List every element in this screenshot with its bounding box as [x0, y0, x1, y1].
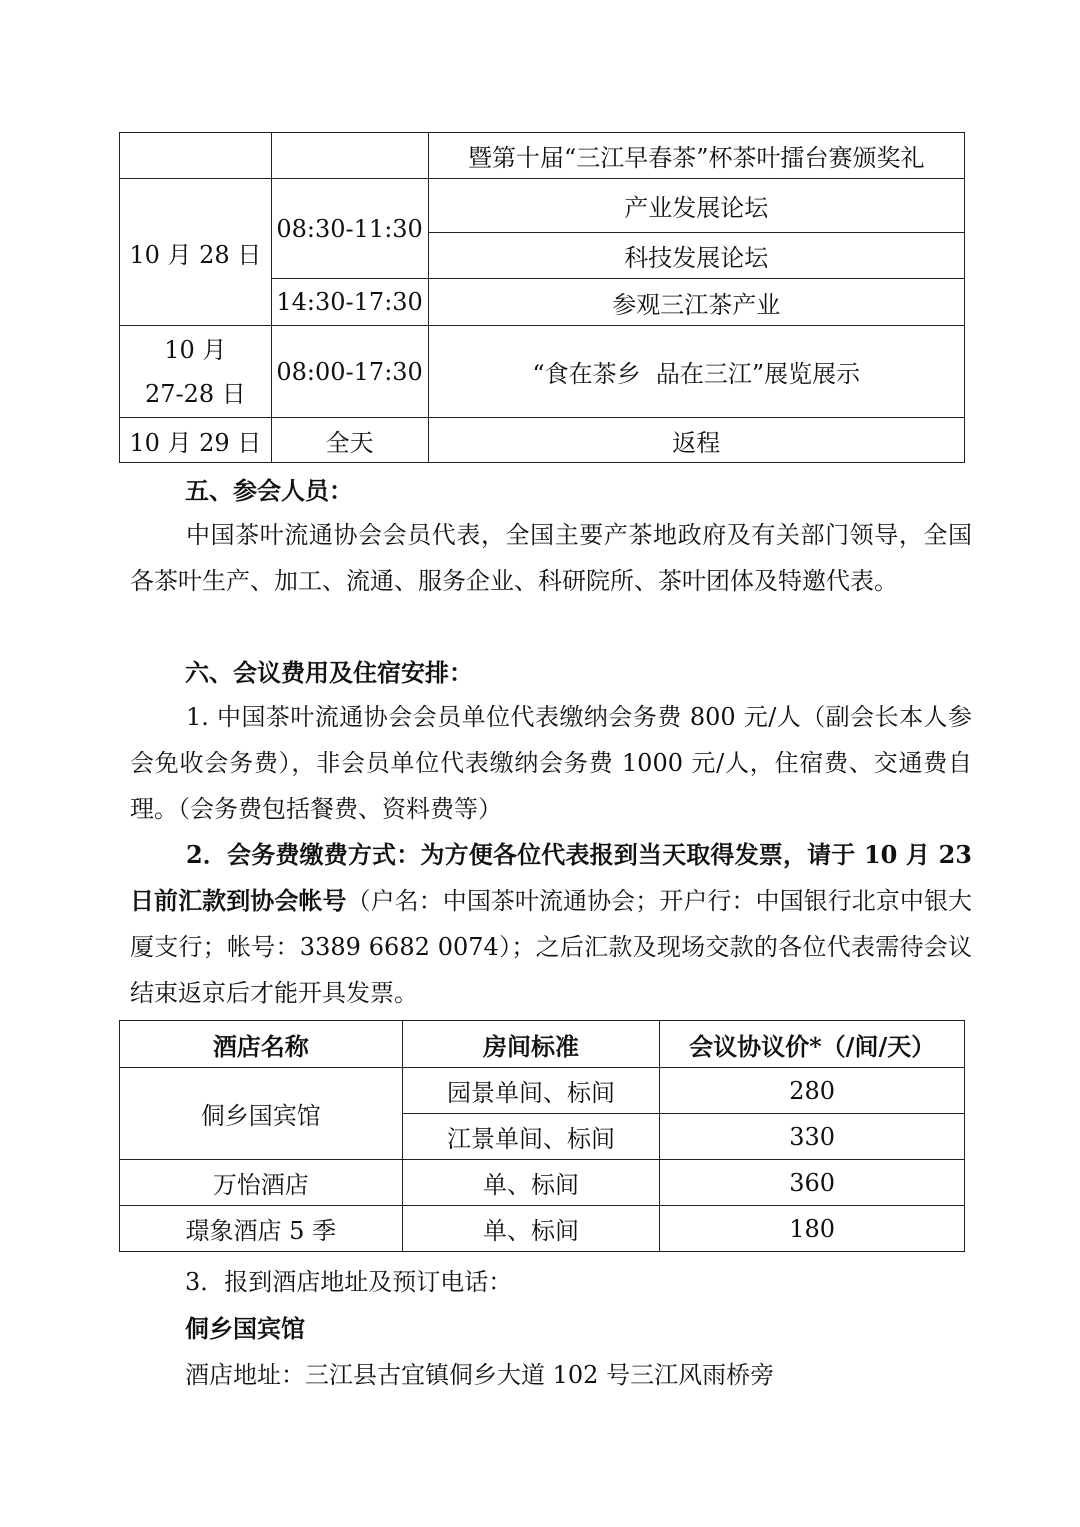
schedule-time: 08:30-11:30 [271, 179, 428, 279]
fee-paragraph: 1. 中国茶叶流通协会会员单位代表缴纳会务费 800 元/人（副会长本人参会免收会务费），非会员单位代表缴纳会务费 1000 元/人，住宿费、交通费自理。（会务费包括餐费、资料费等） [130, 703, 972, 823]
schedule-time: 全天 [271, 418, 428, 463]
schedule-event: “食在茶乡 品在三江”展览展示 [428, 326, 965, 418]
room-type: 江景单间、标间 [402, 1114, 660, 1160]
hotel-header: 酒店名称 [120, 1021, 403, 1068]
date-line: 27-28 日 [144, 379, 246, 408]
schedule-date: 10 月 28 日 [120, 179, 272, 326]
schedule-event: 科技发展论坛 [428, 233, 965, 279]
payment-bold: 2．会务费缴费方式：为方便各位代表报到当天取得发票，请于 10 月 23 日前汇款到协会帐号 [130, 840, 972, 915]
hotel-name: 万怡酒店 [120, 1160, 403, 1206]
room-type: 单、标间 [402, 1160, 660, 1206]
room-price: 180 [660, 1206, 965, 1252]
payment-details: （户名：中国茶叶流通协会；开户行：中国银行北京中银大厦支行；帐号：3389 6682 0074）；之后汇款及现场交款的各位代表需待会议结束返京后才能开具发票。 [130, 887, 972, 1007]
section-heading: 六、会议费用及住宿安排： [185, 658, 473, 687]
room-price: 280 [660, 1068, 965, 1114]
section-paragraph: 中国茶叶流通协会会员代表，全国主要产茶地政府及有关部门领导，全国各茶叶生产、加工、流通、服务企业、科研院所、茶叶团体及特邀代表。 [130, 521, 972, 595]
schedule-time: 14:30-17:30 [271, 279, 428, 326]
date-line: 10 月 [164, 335, 227, 364]
schedule-date: 10 月 29 日 [120, 418, 272, 463]
hotel-header: 会议协议价*（/间/天） [660, 1021, 965, 1068]
hotel-address: 酒店地址：三江县古宜镇侗乡大道 102 号三江风雨桥旁 [185, 1361, 775, 1389]
hotel-table [119, 1020, 965, 1252]
schedule-cell-empty [120, 133, 272, 179]
schedule-time: 08:00-17:30 [271, 326, 428, 418]
schedule-table [119, 132, 965, 463]
payment-paragraph [130, 832, 972, 1016]
item-line: 3．报到酒店地址及预订电话： [185, 1268, 513, 1296]
room-type: 单、标间 [402, 1206, 660, 1252]
schedule-event: 暨第十届“三江早春茶”杯茶叶擂台赛颁奖礼 [428, 133, 965, 179]
room-price: 330 [660, 1114, 965, 1160]
schedule-cell-empty [271, 133, 428, 179]
schedule-event: 产业发展论坛 [428, 179, 965, 233]
hotel-title: 侗乡国宾馆 [185, 1314, 305, 1343]
schedule-event: 参观三江茶产业 [428, 279, 965, 326]
room-price: 360 [660, 1160, 965, 1206]
hotel-name: 侗乡国宾馆 [120, 1068, 403, 1160]
section-heading: 五、参会人员： [185, 476, 353, 505]
room-type: 园景单间、标间 [402, 1068, 660, 1114]
hotel-header: 房间标准 [402, 1021, 660, 1068]
schedule-date [120, 326, 272, 418]
hotel-name: 璟象酒店 5 季 [120, 1206, 403, 1252]
schedule-event: 返程 [428, 418, 965, 463]
